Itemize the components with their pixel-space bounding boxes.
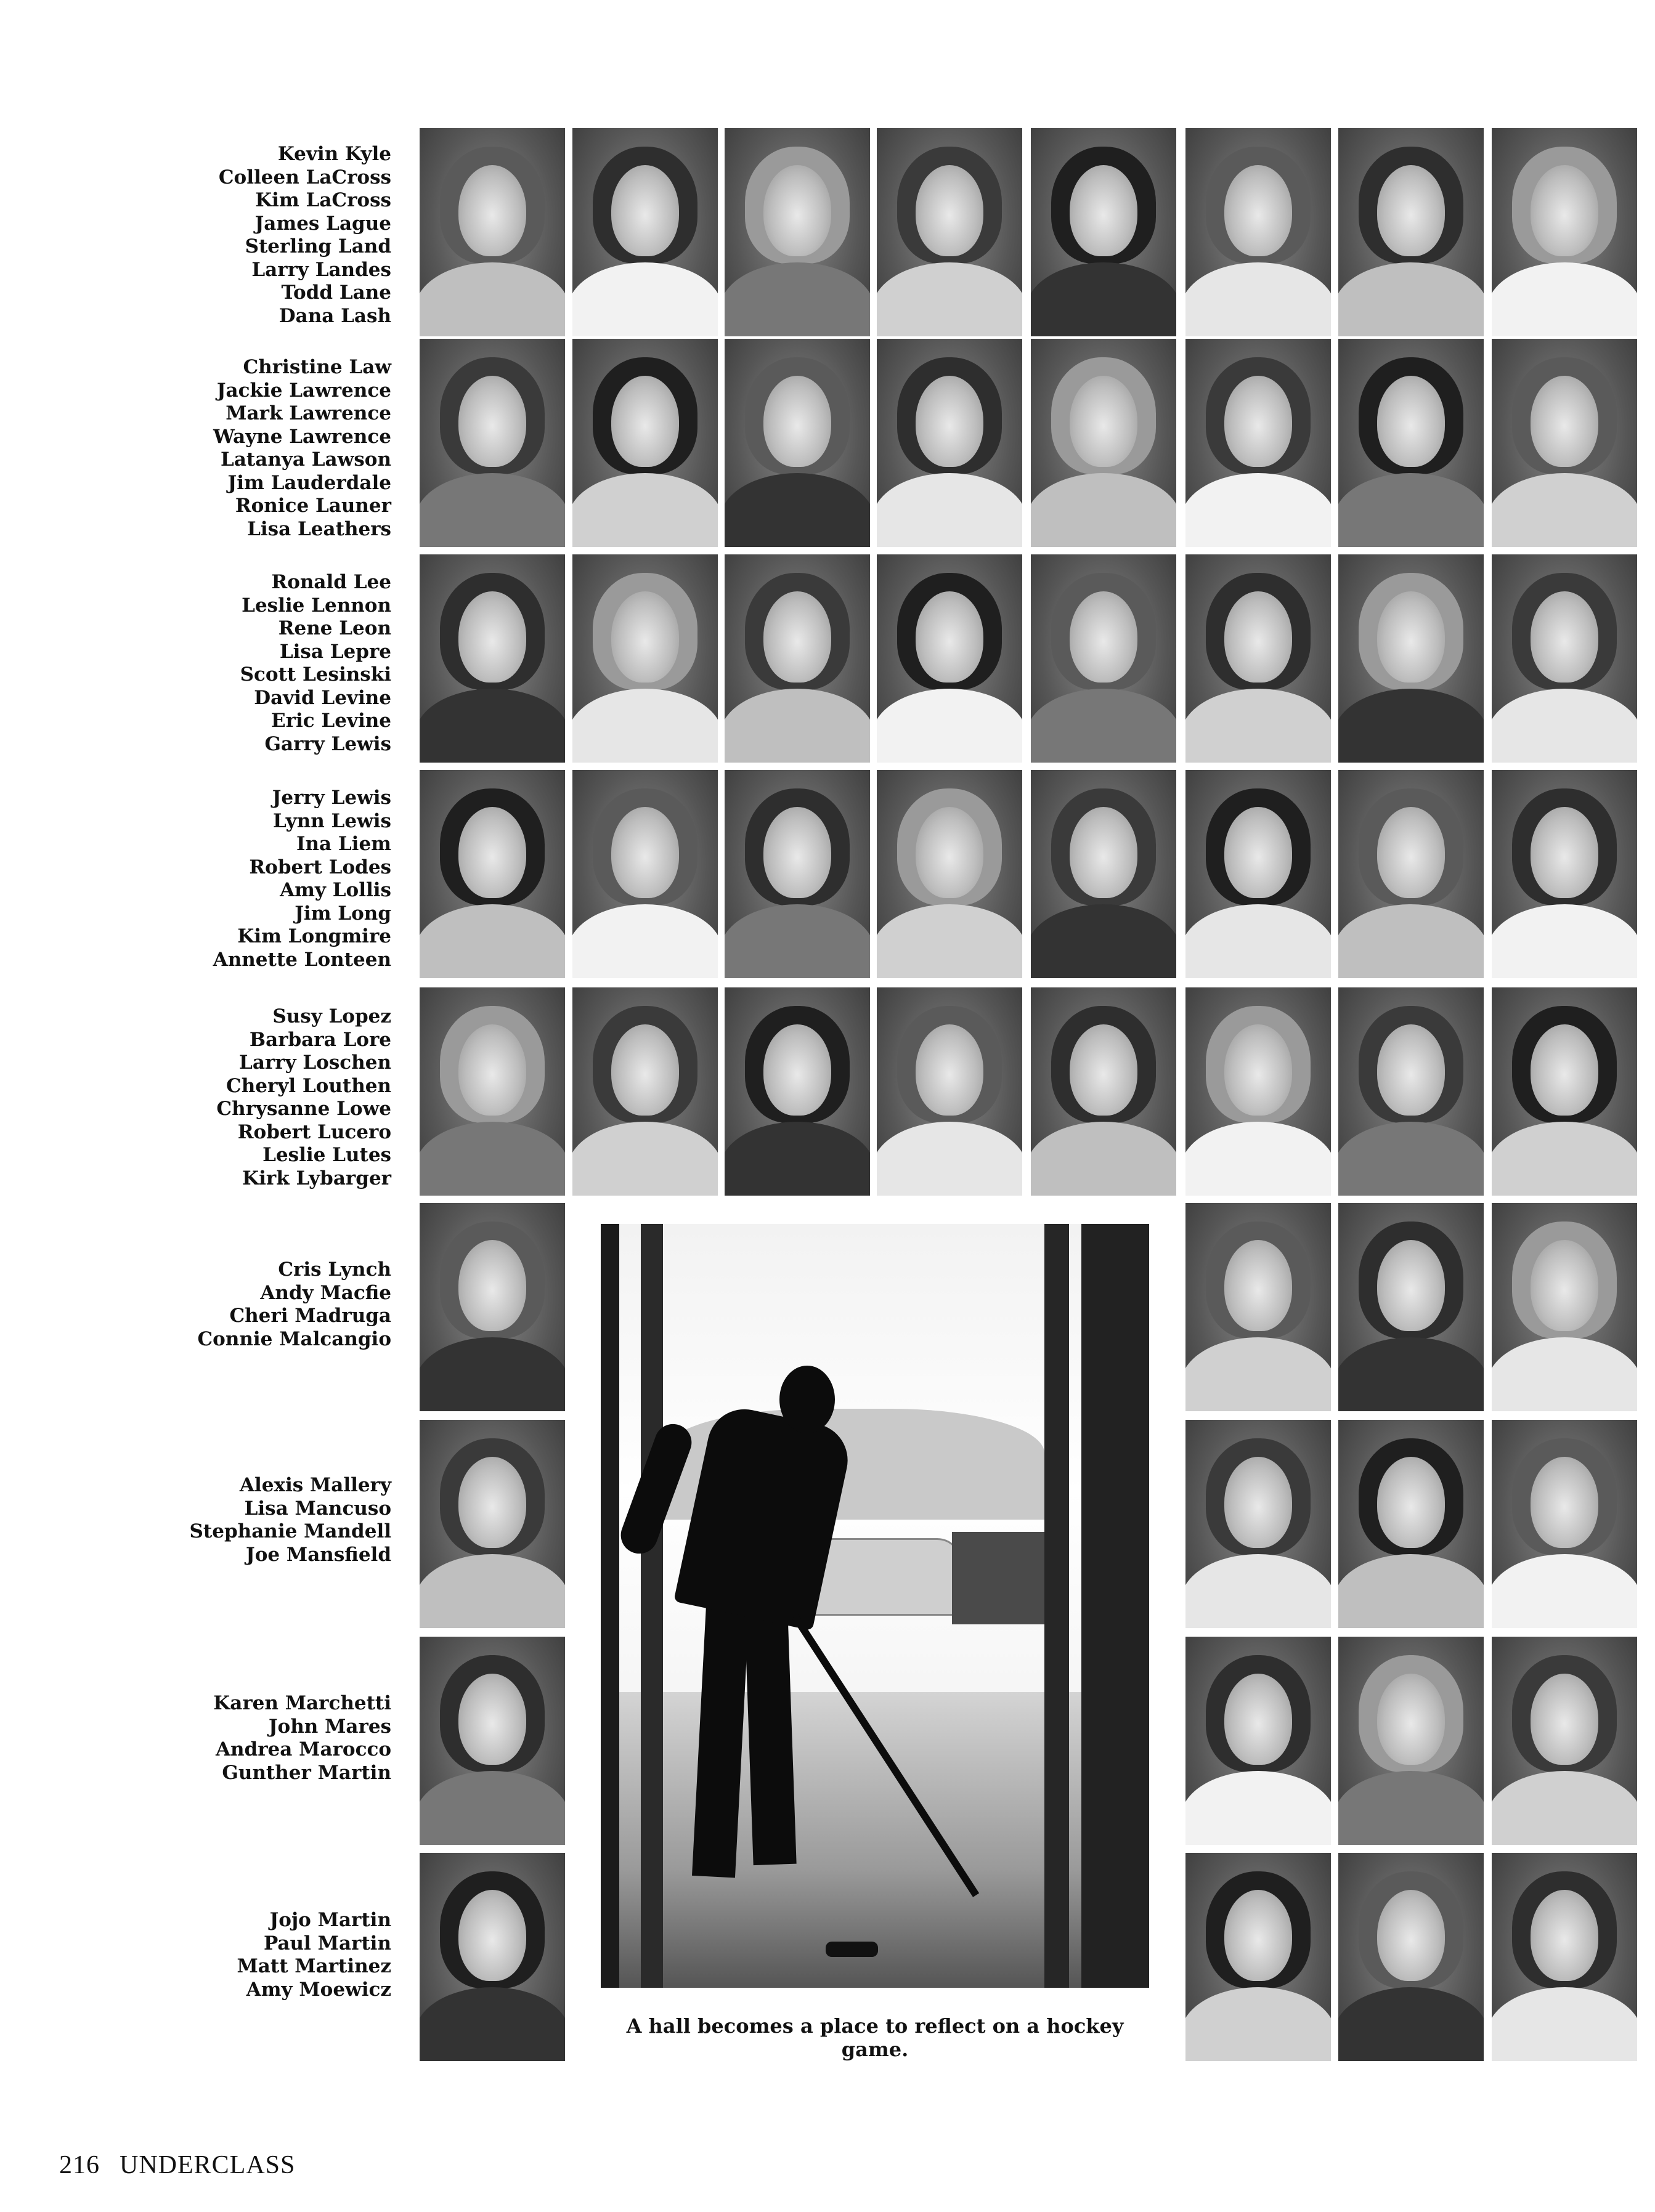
- student-name: Susy Lopez: [272, 1005, 391, 1027]
- student-name: Matt Martinez: [237, 1955, 391, 1977]
- student-portrait: [420, 1637, 565, 1845]
- student-name: Robert Lodes: [249, 856, 391, 878]
- student-portrait: [1492, 128, 1637, 336]
- student-portrait: [1185, 987, 1331, 1196]
- student-portrait: [1031, 770, 1176, 978]
- student-name: Robert Lucero: [237, 1120, 391, 1143]
- student-name: Mark Lawrence: [226, 402, 391, 424]
- student-name: Colleen LaCross: [218, 166, 391, 188]
- student-name: Stephanie Mandell: [189, 1520, 391, 1542]
- student-portrait: [1492, 1420, 1637, 1628]
- student-name: Lisa Leathers: [247, 517, 391, 540]
- student-name: Chrysanne Lowe: [216, 1098, 391, 1120]
- student-name: Karen Marchetti: [213, 1692, 391, 1714]
- student-name: Jim Long: [295, 902, 391, 925]
- student-portrait: [1185, 339, 1331, 547]
- student-portrait: [1031, 554, 1176, 763]
- photo-caption: A hall becomes a place to reflect on a hockey game.: [626, 2014, 1124, 2061]
- page-number: 216: [59, 2151, 100, 2179]
- student-name: Wayne Lawrence: [213, 425, 391, 448]
- student-name: Lisa Mancuso: [244, 1497, 391, 1520]
- student-name: Todd Lane: [281, 282, 391, 304]
- student-name: Cheri Madruga: [229, 1305, 391, 1327]
- student-portrait: [1185, 554, 1331, 763]
- student-portrait: [1185, 1203, 1331, 1411]
- student-portrait: [572, 339, 718, 547]
- student-portrait: [1338, 1203, 1484, 1411]
- student-name: Jojo Martin: [269, 1909, 391, 1931]
- student-portrait: [1185, 1420, 1331, 1628]
- student-name: Rene Leon: [278, 617, 391, 639]
- student-name: Ronice Launer: [235, 495, 391, 517]
- student-portrait: [1031, 987, 1176, 1196]
- student-name: Christine Law: [243, 356, 391, 378]
- student-portrait: [420, 987, 565, 1196]
- student-portrait: [725, 128, 870, 336]
- student-portrait: [1492, 1637, 1637, 1845]
- student-name: Lisa Lepre: [279, 640, 391, 663]
- student-name: Lynn Lewis: [272, 809, 391, 832]
- student-name: Jackie Lawrence: [216, 379, 391, 402]
- student-portrait: [572, 128, 718, 336]
- student-portrait: [1338, 1637, 1484, 1845]
- student-portrait: [725, 987, 870, 1196]
- name-group: [37, 787, 391, 971]
- student-portrait: [420, 1203, 565, 1411]
- student-name: Garry Lewis: [264, 732, 391, 755]
- student-name: Kevin Kyle: [277, 143, 391, 165]
- student-name: Eric Levine: [271, 710, 391, 732]
- student-portrait: [1185, 770, 1331, 978]
- student-name: Sterling Land: [245, 235, 391, 257]
- student-portrait: [420, 1420, 565, 1628]
- student-name: Jerry Lewis: [272, 787, 391, 809]
- student-portrait: [1338, 128, 1484, 336]
- student-portrait: [1185, 1853, 1331, 2061]
- student-name: Ronald Lee: [271, 571, 391, 593]
- student-name: Latanya Lawson: [221, 448, 391, 471]
- student-name: Leslie Lutes: [262, 1144, 391, 1166]
- student-name: Jim Lauderdale: [227, 471, 391, 494]
- student-name: Paul Martin: [263, 1932, 391, 1955]
- student-portrait: [1185, 1637, 1331, 1845]
- student-portrait: [1492, 987, 1637, 1196]
- student-portrait: [572, 554, 718, 763]
- student-name: Leslie Lennon: [242, 594, 391, 617]
- student-name: David Levine: [254, 686, 391, 709]
- student-portrait: [420, 128, 565, 336]
- student-name: Kim LaCross: [255, 189, 391, 211]
- student-portrait: [725, 554, 870, 763]
- name-group: [37, 143, 391, 328]
- student-portrait: [1492, 1203, 1637, 1411]
- student-portrait: [420, 339, 565, 547]
- student-name: Larry Landes: [251, 258, 391, 281]
- student-portrait: [1492, 1853, 1637, 2061]
- section-title: UNDERCLASS: [120, 2151, 296, 2179]
- student-name: Larry Loschen: [239, 1051, 391, 1074]
- name-group: [37, 356, 391, 541]
- student-portrait: [420, 1853, 565, 2061]
- student-name: Gunther Martin: [222, 1761, 391, 1784]
- student-name: Annette Lonteen: [213, 948, 391, 971]
- name-group: [37, 1692, 391, 1785]
- name-group: [37, 571, 391, 756]
- student-name: Alexis Mallery: [239, 1474, 391, 1496]
- student-name: Andy Macfie: [260, 1281, 391, 1304]
- student-portrait: [877, 770, 1022, 978]
- student-portrait: [1031, 128, 1176, 336]
- student-portrait: [1338, 1420, 1484, 1628]
- student-portrait: [725, 339, 870, 547]
- name-group: [37, 1258, 391, 1351]
- student-portrait: [572, 987, 718, 1196]
- student-portrait: [1492, 339, 1637, 547]
- student-portrait: [1338, 770, 1484, 978]
- hockey-hallway-photo: [601, 1224, 1149, 1988]
- student-name: Cheryl Louthen: [226, 1074, 391, 1097]
- student-portrait: [1492, 770, 1637, 978]
- student-name: Amy Moewicz: [246, 1978, 391, 2001]
- student-portrait: [877, 987, 1022, 1196]
- student-name: Connie Malcangio: [197, 1327, 391, 1350]
- page-footer: [59, 2150, 295, 2180]
- student-portrait: [877, 128, 1022, 336]
- name-group: [37, 1005, 391, 1190]
- student-name: Amy Lollis: [280, 879, 391, 901]
- student-portrait: [1031, 339, 1176, 547]
- student-name: Joe Mansfield: [246, 1543, 391, 1566]
- student-portrait: [420, 554, 565, 763]
- student-name: Ina Liem: [296, 833, 391, 855]
- student-name: Barbara Lore: [249, 1028, 391, 1051]
- student-portrait: [1338, 987, 1484, 1196]
- student-portrait: [1338, 554, 1484, 763]
- student-portrait: [877, 554, 1022, 763]
- student-portrait: [725, 770, 870, 978]
- student-portrait: [1338, 339, 1484, 547]
- student-portrait: [1338, 1853, 1484, 2061]
- student-name: Andrea Marocco: [215, 1738, 391, 1760]
- student-name: John Mares: [268, 1715, 391, 1738]
- student-name: Kim Longmire: [237, 925, 391, 947]
- student-name: Dana Lash: [279, 304, 391, 327]
- student-portrait: [1492, 554, 1637, 763]
- student-portrait: [572, 770, 718, 978]
- name-group: [37, 1474, 391, 1566]
- student-portrait: [1185, 128, 1331, 336]
- student-name: Kirk Lybarger: [242, 1167, 391, 1189]
- student-portrait: [877, 339, 1022, 547]
- student-name: James Lague: [254, 212, 391, 235]
- name-group: [37, 1909, 391, 2001]
- student-portrait: [420, 770, 565, 978]
- student-name: Scott Lesinski: [240, 663, 391, 686]
- student-name: Cris Lynch: [278, 1258, 391, 1281]
